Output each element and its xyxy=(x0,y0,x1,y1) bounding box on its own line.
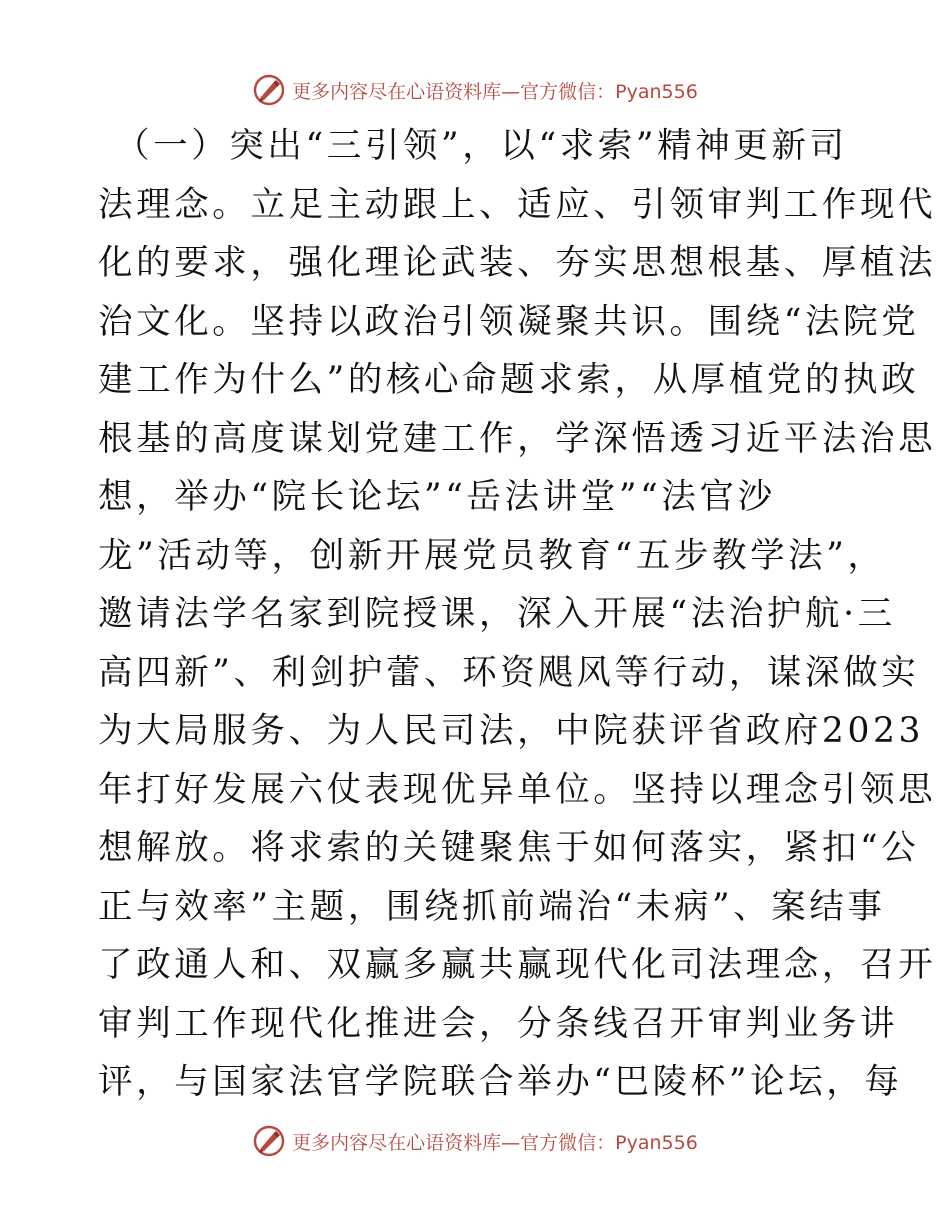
fountain-pen-logo-icon xyxy=(252,73,286,107)
paragraph-line: 法理念。立足主动跟上、适应、引领审判工作现代 xyxy=(98,184,937,225)
paragraph-line: 治文化。坚持以政治引领凝聚共识。围绕“法院党 xyxy=(98,301,920,342)
paragraph-line: 评，与国家法官学院联合举办“巴陵杯”论坛，每 xyxy=(98,1062,903,1102)
document-body xyxy=(98,117,937,1112)
paragraph-line: 了政通人和、双赢多赢共赢现代化司法理念，召开 xyxy=(98,945,937,985)
watermark-header xyxy=(0,73,950,107)
watermark-text: 更多内容尽在心语资料库—官方微信：Pyan556 xyxy=(292,80,698,103)
paragraph-line: 为大局服务、为人民司法，中院获评省政府2023 xyxy=(98,711,925,751)
paragraph-line: 正与效率”主题，围绕抓前端治“未病”、案结事 xyxy=(98,886,886,927)
paragraph-line: 龙”活动等，创新开展党员教育“五步教学法”， xyxy=(98,535,886,576)
paragraph-line: 化的要求，强化理论武装、夯实思想根基、厚植法 xyxy=(98,243,937,283)
paragraph-line: 想，举办“院长论坛”“岳法讲堂”“法官沙 xyxy=(98,477,776,517)
watermark-footer xyxy=(0,1124,950,1158)
paragraph-line: 根基的高度谋划党建工作，学深悟透习近平法治思 xyxy=(98,418,937,459)
paragraph-line: 年打好发展六仗表现优异单位。坚持以理念引领思 xyxy=(98,769,937,810)
paragraph-line: 高四新”、利剑护蕾、环资飓风等行动，谋深做实 xyxy=(98,652,920,693)
paragraph-line: 想解放。将求索的关键聚焦于如何落实，紧扣“公 xyxy=(98,828,920,868)
paragraph-line: 建工作为什么”的核心命题求索，从厚植党的执政 xyxy=(98,360,920,400)
paragraph-line: 审判工作现代化推进会，分条线召开审判业务讲 xyxy=(98,1003,899,1044)
fountain-pen-logo-icon xyxy=(252,1124,286,1158)
paragraph-line: 邀请法学名家到院授课，深入开展“法治护航·三 xyxy=(98,594,896,634)
paragraph-line: （一）突出“三引领”，以“求索”精神更新司 xyxy=(115,126,848,166)
watermark-text: 更多内容尽在心语资料库—官方微信：Pyan556 xyxy=(292,1131,698,1154)
